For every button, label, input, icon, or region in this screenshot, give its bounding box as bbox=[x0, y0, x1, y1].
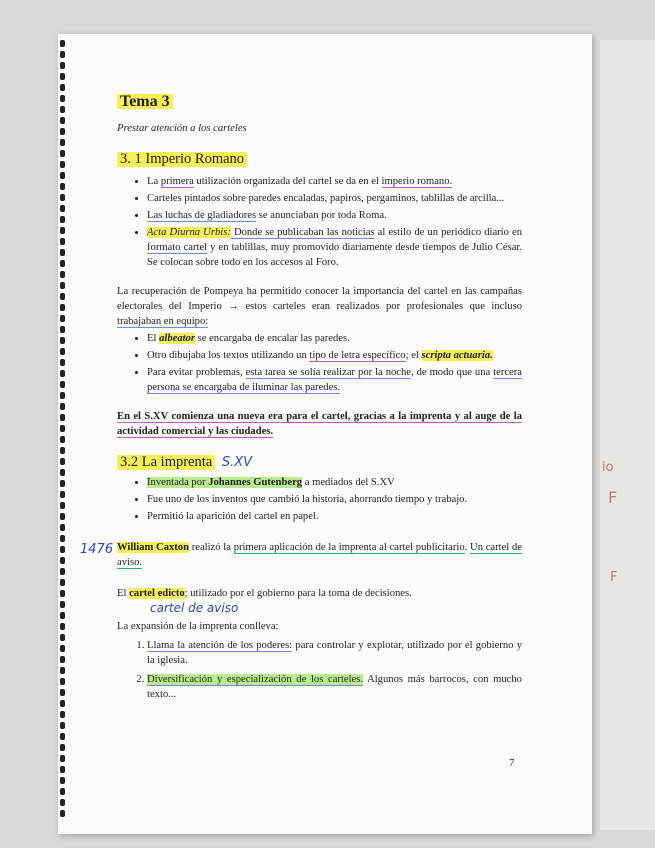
spiral-ring bbox=[60, 326, 65, 333]
spiral-ring bbox=[60, 590, 65, 597]
text: Otro dibujaba los textos utilizando un bbox=[147, 350, 310, 361]
spiral-ring bbox=[60, 623, 65, 630]
spiral-ring bbox=[60, 282, 65, 289]
text: Donde se publicaban las noticias bbox=[230, 227, 375, 238]
text: Diversificación y especialización de los carteles. bbox=[147, 674, 363, 685]
text: y en tablillas, muy promovido diariamente desde tiempos de Julio César. Se colocan sobre todo en los accesos al Foro. bbox=[147, 242, 522, 268]
text: primera aplicación de la imprenta al cartel publicitario bbox=[233, 542, 465, 553]
spiral-ring bbox=[60, 755, 65, 762]
handwritten-note: S.XV bbox=[221, 455, 253, 470]
spiral-ring bbox=[60, 425, 65, 432]
spiral-ring bbox=[60, 535, 65, 542]
text: En el S.XV comienza una nueva era para el cartel, gracias a la imprenta y al auge de la actividad comercial y las ciudades. bbox=[117, 411, 522, 437]
text: Las luchas de gladiadores bbox=[147, 210, 257, 221]
spiral-ring bbox=[60, 51, 65, 58]
text: El bbox=[117, 588, 130, 599]
expansion-intro: La expansión de la imprenta conlleva: bbox=[117, 621, 279, 632]
spiral-ring bbox=[60, 293, 65, 300]
text: utilización organizada del cartel se da en el bbox=[193, 176, 382, 187]
spiral-ring bbox=[60, 403, 65, 410]
text: Para evitar problemas, bbox=[147, 367, 246, 378]
spiral-ring bbox=[60, 810, 65, 817]
text: ; utilizado por el gobierno para la toma de decisiones. bbox=[184, 588, 412, 599]
spiral-ring bbox=[60, 436, 65, 443]
spiral-ring bbox=[60, 744, 65, 751]
text: scripta actuaria. bbox=[421, 350, 493, 361]
text: a mediados del S.XV bbox=[302, 477, 395, 488]
text: La bbox=[147, 176, 161, 187]
spiral-ring bbox=[60, 513, 65, 520]
handwritten-cartel-note: cartel de aviso bbox=[150, 601, 239, 615]
list-item bbox=[147, 208, 522, 223]
text: Acta Diurna Urbis: bbox=[147, 227, 231, 238]
spiral-ring bbox=[60, 381, 65, 388]
text: trabajaban en equipo: bbox=[117, 316, 209, 327]
text: esta tarea se solía realizar por la noche bbox=[245, 367, 411, 378]
spiral-ring bbox=[60, 183, 65, 190]
spiral-ring bbox=[60, 150, 65, 157]
pompeya-list bbox=[133, 331, 522, 395]
list-item bbox=[147, 638, 522, 668]
spiral-ring bbox=[60, 667, 65, 674]
spiral-ring bbox=[60, 227, 65, 234]
text: al estilo de un periódico diario en bbox=[374, 227, 522, 238]
spiral-ring bbox=[60, 700, 65, 707]
spiral-ring bbox=[60, 601, 65, 608]
text: . bbox=[464, 542, 471, 553]
list-item: • Permitió la aparición del cartel en papel. bbox=[147, 509, 522, 524]
text: William Caxton bbox=[117, 542, 189, 553]
spiral-ring bbox=[60, 62, 65, 69]
list-item: • Carteles pintados sobre paredes encaladas, papiros, pergaminos, tablillas de arcilla... bbox=[147, 191, 522, 206]
spiral-ring bbox=[60, 634, 65, 641]
text: El bbox=[147, 333, 160, 344]
spiral-ring bbox=[60, 480, 65, 487]
spiral-ring bbox=[60, 645, 65, 652]
text: tipo de letra específico bbox=[309, 350, 406, 361]
spiral-ring bbox=[60, 469, 65, 476]
spiral-ring bbox=[60, 546, 65, 553]
spiral-ring bbox=[60, 502, 65, 509]
spiral-ring bbox=[60, 205, 65, 212]
spiral-ring bbox=[60, 260, 65, 267]
margin-year-note: 1476 bbox=[80, 542, 114, 557]
spiral-ring bbox=[60, 733, 65, 740]
spiral-ring bbox=[60, 392, 65, 399]
subtitle: Prestar atención a los carteles bbox=[117, 123, 247, 134]
spiral-binding bbox=[60, 40, 68, 830]
list-item: • Fue uno de los inventos que cambió la historia, ahorrando tiempo y trabajo. bbox=[147, 492, 522, 507]
text: Johannes Gutenberg bbox=[208, 477, 303, 488]
spiral-ring bbox=[60, 95, 65, 102]
ghost-mark: F bbox=[608, 488, 618, 507]
text: cartel edicto bbox=[129, 588, 185, 599]
spiral-ring bbox=[60, 128, 65, 135]
section1-title: 3. 1 Imperio Romano bbox=[117, 152, 247, 167]
sxv-paragraph bbox=[117, 409, 522, 439]
adjacent-page bbox=[600, 40, 655, 830]
spiral-ring bbox=[60, 612, 65, 619]
spiral-ring bbox=[60, 73, 65, 80]
spiral-ring bbox=[60, 40, 65, 47]
spiral-ring bbox=[60, 579, 65, 586]
spiral-ring bbox=[60, 194, 65, 201]
section2-list bbox=[133, 475, 522, 524]
list-item bbox=[147, 672, 522, 702]
text: Un cartel de aviso. bbox=[117, 542, 522, 568]
spiral-ring bbox=[60, 161, 65, 168]
spiral-ring bbox=[60, 678, 65, 685]
spiral-ring bbox=[60, 524, 65, 531]
spiral-ring bbox=[60, 568, 65, 575]
spiral-ring bbox=[60, 249, 65, 256]
spiral-ring bbox=[60, 216, 65, 223]
text: Algunos más barrocos, con mucho texto... bbox=[147, 674, 522, 700]
spiral-ring bbox=[60, 315, 65, 322]
page-number: 7 bbox=[509, 757, 515, 769]
caxton-paragraph bbox=[117, 540, 522, 570]
spiral-ring bbox=[60, 370, 65, 377]
text: ; el bbox=[405, 350, 422, 361]
spiral-ring bbox=[60, 722, 65, 729]
spiral-ring bbox=[60, 304, 65, 311]
spiral-ring bbox=[60, 271, 65, 278]
tema-title: Tema 3 bbox=[117, 94, 173, 109]
spiral-ring bbox=[60, 106, 65, 113]
list-item bbox=[147, 174, 522, 189]
spiral-ring bbox=[60, 348, 65, 355]
spiral-ring bbox=[60, 656, 65, 663]
text: , de modo que una bbox=[411, 367, 494, 378]
section2-title: 3.2 La imprenta bbox=[117, 455, 215, 470]
spiral-ring bbox=[60, 139, 65, 146]
text: imperio romano. bbox=[381, 176, 453, 187]
text: para controlar y explotar, utilizado por el gobierno y la iglesia. bbox=[147, 640, 522, 666]
text: tercera persona se encargaba de iluminar las paredes. bbox=[147, 367, 522, 393]
spiral-ring bbox=[60, 766, 65, 773]
pompeya-paragraph bbox=[117, 284, 522, 329]
spiral-ring bbox=[60, 788, 65, 795]
text: formato cartel bbox=[147, 242, 208, 253]
list-item bbox=[147, 331, 522, 346]
spiral-ring bbox=[60, 799, 65, 806]
spiral-ring bbox=[60, 458, 65, 465]
list-item bbox=[147, 365, 522, 395]
spiral-ring bbox=[60, 414, 65, 421]
text: realizó la bbox=[189, 542, 234, 553]
spiral-ring bbox=[60, 689, 65, 696]
spiral-ring bbox=[60, 557, 65, 564]
spiral-ring bbox=[60, 447, 65, 454]
expansion-list bbox=[133, 638, 522, 702]
text: Llama la atención de los poderes: bbox=[147, 640, 293, 651]
text: Inventada por bbox=[147, 477, 209, 488]
spiral-ring bbox=[60, 359, 65, 366]
text: primera bbox=[160, 176, 194, 187]
list-item bbox=[147, 348, 522, 363]
section1-list bbox=[133, 174, 522, 270]
spiral-ring bbox=[60, 337, 65, 344]
edicto-paragraph bbox=[117, 586, 522, 601]
text: La recuperación de Pompeya ha permitido conocer la importancia del cartel en las campañas electorales del Imperio → estos carteles eran realizados por profesionales que incluso bbox=[117, 286, 522, 312]
spiral-ring bbox=[60, 172, 65, 179]
spiral-ring bbox=[60, 777, 65, 784]
list-item bbox=[147, 225, 522, 270]
ghost-mark: F bbox=[610, 570, 618, 585]
spiral-ring bbox=[60, 238, 65, 245]
text: albeator bbox=[159, 333, 195, 344]
spiral-ring bbox=[60, 84, 65, 91]
spiral-ring bbox=[60, 711, 65, 718]
section2-header bbox=[117, 455, 522, 471]
spiral-ring bbox=[60, 491, 65, 498]
spiral-ring bbox=[60, 117, 65, 124]
list-item bbox=[147, 475, 522, 490]
text: se encargaba de encalar las paredes. bbox=[194, 333, 350, 344]
text: se anunciaban por toda Roma. bbox=[256, 210, 387, 221]
ghost-mark: io bbox=[602, 460, 614, 475]
